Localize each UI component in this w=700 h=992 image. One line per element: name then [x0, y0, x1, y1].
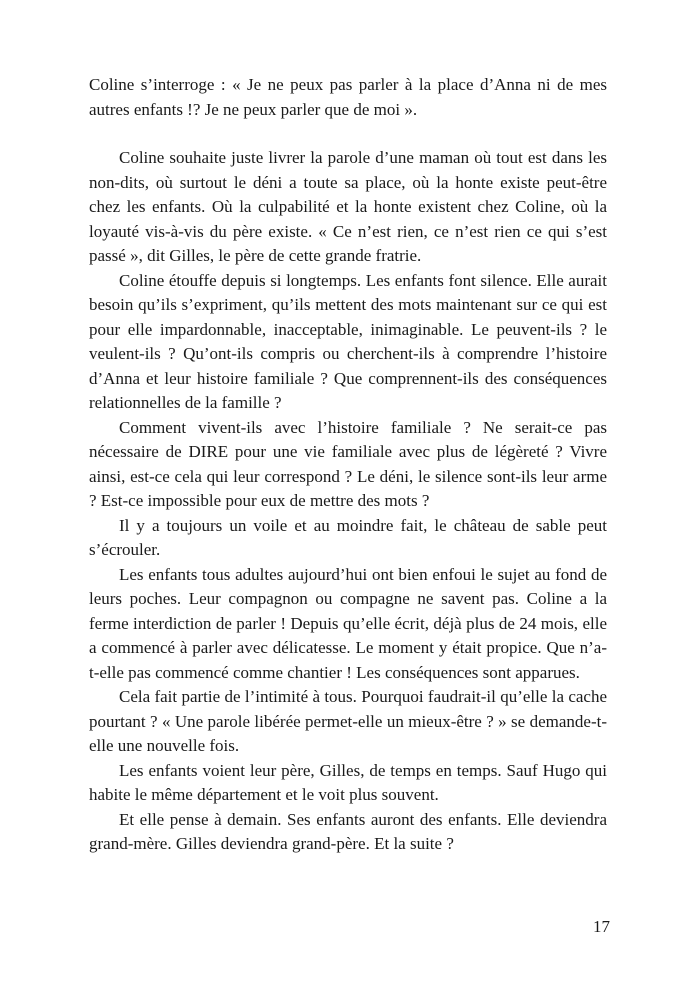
- paragraph: Coline souhaite juste livrer la parole d’une maman où tout est dans les non-dits, où surtout le déni a toute sa place, où la honte existe peut-être chez les enfants. Où la culpabilité et la honte existent chez Coline, où la loyauté vis-à-vis du père existe. « Ce n’est rien, ce n’est rien ce qui s’est passé », dit Gilles, le père de cette grande fratrie.: [89, 148, 607, 265]
- page-number: 17: [593, 917, 610, 936]
- paragraph: Il y a toujours un voile et au moindre fait, le château de sable peut s’écrouler.: [89, 515, 607, 559]
- paragraph: Les enfants voient leur père, Gilles, de temps en temps. Sauf Hugo qui habite le même département et le voit plus souvent.: [89, 760, 607, 804]
- paragraph: Et elle pense à demain. Ses enfants auront des enfants. Elle deviendra grand-mère. Gilles deviendra grand-père. Et la suite ?: [89, 809, 607, 853]
- paragraph: Comment vivent-ils avec l’histoire familiale ? Ne serait-ce pas nécessaire de DIRE pour une vie familiale avec plus de légèreté ? Vivre ainsi, est-ce cela qui leur correspond ? Le déni, le silence sont-ils leur arme ? Est-ce impossible pour eux de mettre des mots ?: [89, 417, 607, 510]
- page-body: [89, 73, 607, 857]
- paragraph: Cela fait partie de l’intimité à tous. Pourquoi faudrait-il qu’elle la cache pourtant ? « Une parole libérée permet-elle un mieux-être ? » se demande-t-elle une nouvelle fois.: [89, 687, 607, 755]
- paragraph: Coline étouffe depuis si longtemps. Les enfants font silence. Elle aurait besoin qu’ils s’expriment, qu’ils mettent des mots maintenant sur ce qui est pour elle impardonnable, inacceptable, inimaginable. Le peuvent-ils ? le veulent-ils ? Qu’ont-ils compris ou cherchent-ils à comprendre l’histoire d’Anna et leur histoire familiale ? Que comprennent-ils des conséquences relationnelles de la famille ?: [89, 270, 607, 412]
- paragraph: Les enfants tous adultes aujourd’hui ont bien enfoui le sujet au fond de leurs poches. Leur compagnon ou compagne ne savent pas. Coline a la ferme interdiction de parler ! Depuis qu’elle écrit, déjà plus de 24 mois, elle a commencé à parler avec délicatesse. Le moment y était propice. Que n’a-t-elle pas commencé comme chantier ! Les conséquences sont apparues.: [89, 564, 607, 682]
- paragraph: Coline s’interroge : « Je ne peux pas parler à la place d’Anna ni de mes autres enfants !? Je ne peux parler que de moi ».: [89, 75, 607, 119]
